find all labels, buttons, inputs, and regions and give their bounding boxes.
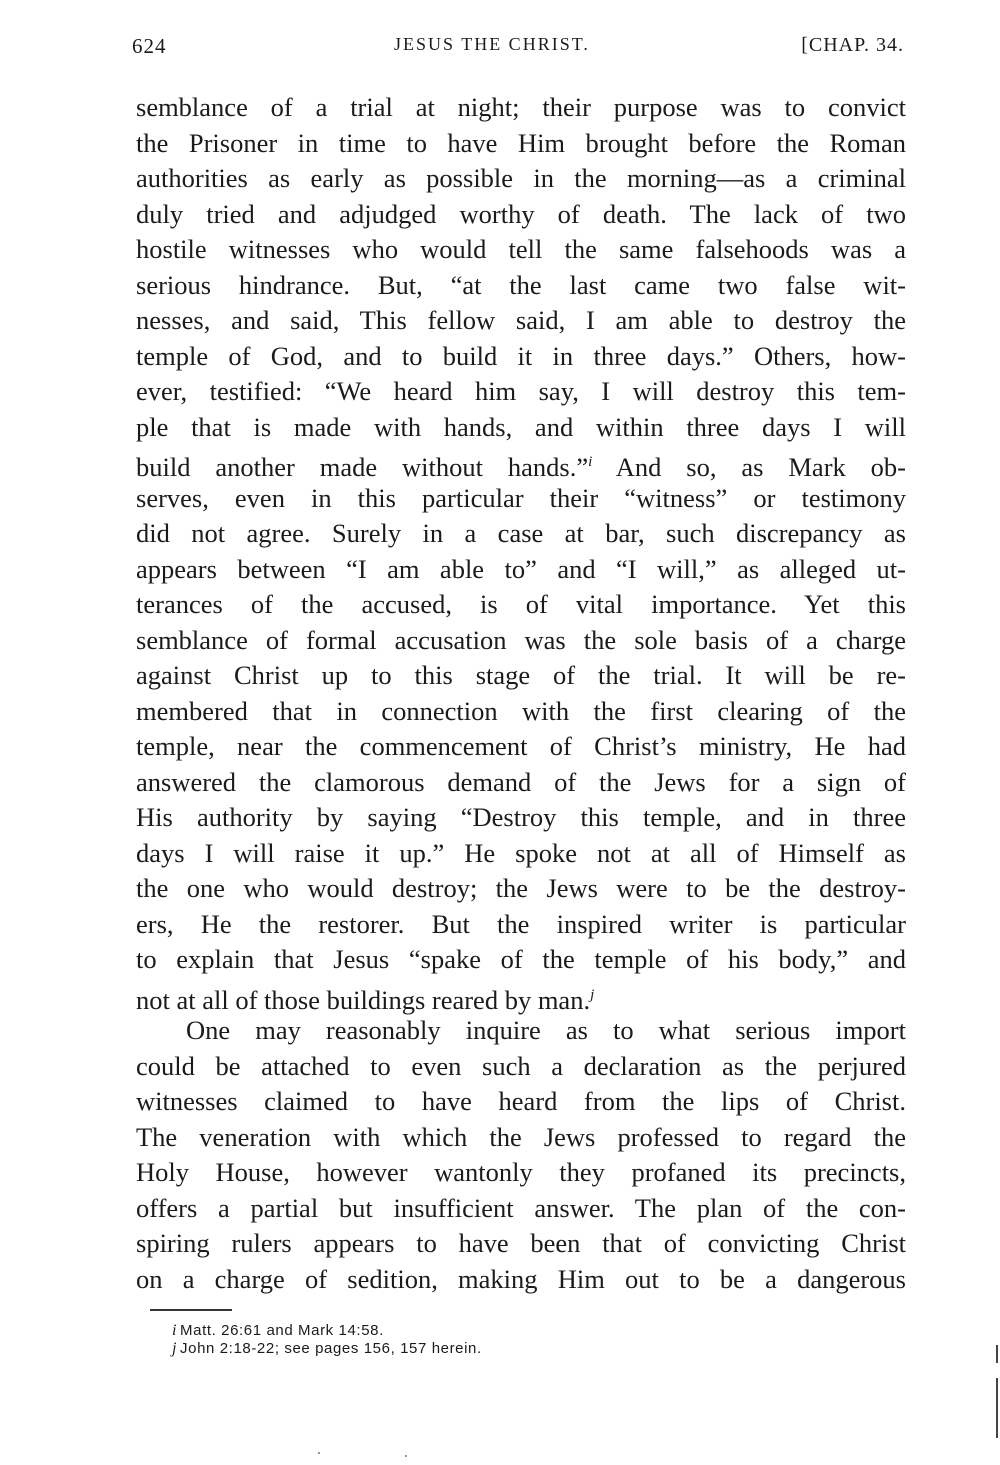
footnote-marker: i [172,1322,178,1339]
text-line: hostile witnesses who would tell the same falsehoods was a [136,234,906,264]
text-line: answered the clamorous demand of the Jews for a sign of [136,766,906,797]
chapter-reference: [CHAP. 34. [801,34,904,56]
scan-speck [405,1455,407,1457]
text-line: temple, near the commencement of Christ’s ministry, He had [136,731,906,761]
text-line: offers a partial but insufficient answer. The plan of the con- [136,1192,906,1223]
text-line: serves, even in this particular their “witness” or testimony [136,482,906,513]
text-line-with-footnote-ref [136,445,906,481]
text-line: on a charge of sedition, making Him out to be a dangerous [136,1263,906,1294]
text-line: to explain that Jesus “spake of the temple of his body,” and [136,944,906,974]
text-line: nesses, and said, This fellow said, I am able to destroy the [136,305,906,335]
footnote-j [172,1340,482,1358]
text-segment: not at all of those buildings reared by man. [136,984,591,1015]
text-line: The veneration with which the Jews professed to regard the [136,1121,906,1152]
footnote-ref-i[interactable]: i [588,454,593,470]
footnotes [172,1322,482,1358]
footnote-i [172,1322,482,1340]
text-line: could be attached to even such a declaration as the perjured [136,1050,906,1081]
text-line: ever, testified: “We heard him say, I will destroy this tem- [136,376,906,406]
text-line: Holy House, however wantonly they profaned its precincts, [136,1157,906,1187]
text-line: ers, He the restorer. But the inspired writer is particular [136,908,906,939]
scan-edge-mark [996,1378,998,1438]
text-line: the Prisoner in time to have Him brought before the Roman [136,127,906,158]
footnote-text: John 2:18-22; see pages 156, 157 herein. [180,1340,482,1357]
scan-edge-mark [996,1345,998,1363]
text-line: days I will raise it up.” He spoke not at all of Himself as [136,837,906,868]
text-line: His authority by saying “Destroy this temple, and in three [136,802,906,832]
text-line: against Christ up to this stage of the trial. It will be re- [136,660,906,690]
text-segment: build another made without hands.” [136,451,589,482]
text-line: the one who would destroy; the Jews were to be the destroy- [136,873,906,903]
text-line-with-footnote-ref [136,978,906,1014]
text-line: authorities as early as possible in the morning—as a criminal [136,163,906,193]
body-text [136,90,906,1297]
footnote-divider [150,1309,232,1311]
running-title: JESUS THE CHRIST. [394,34,590,54]
text-line: semblance of a trial at night; their purpose was to convict [136,92,906,122]
text-line: witnesses claimed to have heard from the lips of Christ. [136,1086,906,1116]
text-line: appears between “I am able to” and “I will,” as alleged ut- [136,553,906,584]
page-number: 624 [132,34,167,58]
text-line: temple of God, and to build it in three days.” Others, how- [136,340,906,371]
page-header [132,34,904,64]
footnote-text: Matt. 26:61 and Mark 14:58. [180,1322,384,1339]
text-line: semblance of formal accusation was the sole basis of a charge [136,624,906,655]
footnote-ref-j[interactable]: j [590,986,595,1003]
footnote-marker: j [172,1340,178,1357]
scan-speck [318,1452,320,1454]
text-line: spiring rulers appears to have been that of convicting Christ [136,1228,906,1258]
text-line: duly tried and adjudged worthy of death. The lack of two [136,198,906,229]
text-line: One may reasonably inquire as to what serious import [186,1015,906,1045]
text-line: membered that in connection with the first clearing of the [136,695,906,726]
text-line: did not agree. Surely in a case at bar, such discrepancy as [136,518,906,548]
text-line: ple that is made with hands, and within three days I will [136,411,906,442]
text-line: serious hindrance. But, “at the last came two false wit- [136,269,906,300]
text-line: terances of the accused, is of vital importance. Yet this [136,589,906,619]
text-segment: And so, as Mark ob- [592,451,906,482]
